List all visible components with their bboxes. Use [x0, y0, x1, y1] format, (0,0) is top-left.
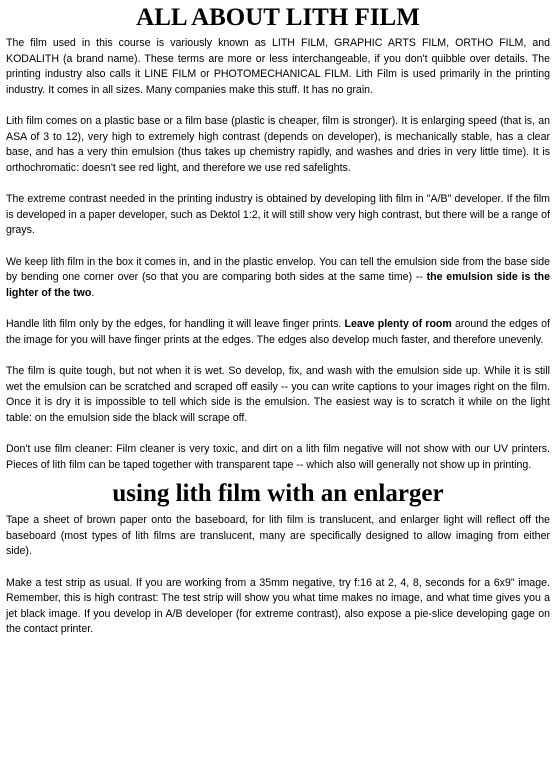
paragraph-handling	[6, 317, 550, 348]
text-span: We keep lith film in the box it comes in, and in the plastic envelop. You can tell the emulsion side from the base side by bending one corner over (so that you are comparing both sides at the same time) --	[6, 255, 550, 283]
bold-emphasis: Leave plenty of room	[344, 318, 452, 330]
text-span: .	[91, 286, 95, 299]
paragraph-toughness: The film is quite tough, but not when it is wet. So develop, fix, and wash with the emulsion side up. While it is still wet the emulsion can be scratched and scraped off easily -- you can write captions to your images right on the film. Once it is dry it is impossible to tell which side is the emulsion. The easiest way is to scratch it while on the light table: on the emulsion side the black will scrape off.	[6, 365, 550, 424]
section-heading: using lith film with an enlarger	[112, 480, 444, 507]
paragraph-film-cleaner: Don't use film cleaner: Film cleaner is very toxic, and dirt on a lith film negative will not show with our UV printers. Pieces of lith film can be taped together with transparent tape -- which also will generally not show up in printing.	[6, 443, 550, 471]
paragraph-emulsion-side	[6, 255, 550, 302]
page-title: ALL ABOUT LITH FILM	[136, 4, 420, 31]
bold-emphasis: the emulsion side is the lighter of the two	[6, 271, 550, 299]
paragraph-developer: The extreme contrast needed in the printing industry is obtained by developing lith film in "A/B" developer. If the film is developed in a paper developer, such as Dektol 1:2, it will still show very high contrast, but there will be a range of grays.	[6, 193, 550, 236]
paragraph-film-names: The film used in this course is variously known as LITH FILM, GRAPHIC ARTS FILM, ORTHO FILM, and KODALITH (a brand name). These terms are more or less interchangeable, if you don't quibble over details. The printing industry also calls it LINE FILM or PHOTOMECHANICAL FILM. Lith Film is used primarily in the printing industry. It comes in all sizes. Many companies make this stuff. It has no grain.	[6, 37, 550, 96]
paragraph-test-strip: Make a test strip as usual. If you are working from a 35mm negative, try f:16 at 2, 4, 8, seconds for a 6x9" image. Remember, this is high contrast: The test strip will show you what time makes no image, and what time gives you a jet black image. If you develop in A/B developer (for extreme contrast), also expose a pie-slice developing gage on the contact printer.	[6, 576, 550, 635]
paragraph-film-properties: Lith film comes on a plastic base or a film base (plastic is cheaper, film is stronger). It is enlarging speed (that is, an ASA of 3 to 12), very high to extremely high contrast (depends on developer), is mechanically stable, has a clear base, and has a very thin emulsion (thus takes up chemistry rapidly, and washes and dries in very little time). It is orthochromatic: doesn't see red light, and therefore we use red safelights.	[6, 115, 550, 174]
paragraph-brown-paper: Tape a sheet of brown paper onto the baseboard, for lith film is translucent, and enlarger light will reflect off the baseboard (most types of lith films are translucent, many are specifically designed to allow imaging from either side).	[6, 514, 550, 557]
text-span: around the edges of the image for you will have finger prints at the edges. The edges also develop much faster, and therefore unevenly.	[6, 318, 550, 346]
text-span: Handle lith film only by the edges, for handling it will leave finger prints.	[6, 318, 345, 330]
